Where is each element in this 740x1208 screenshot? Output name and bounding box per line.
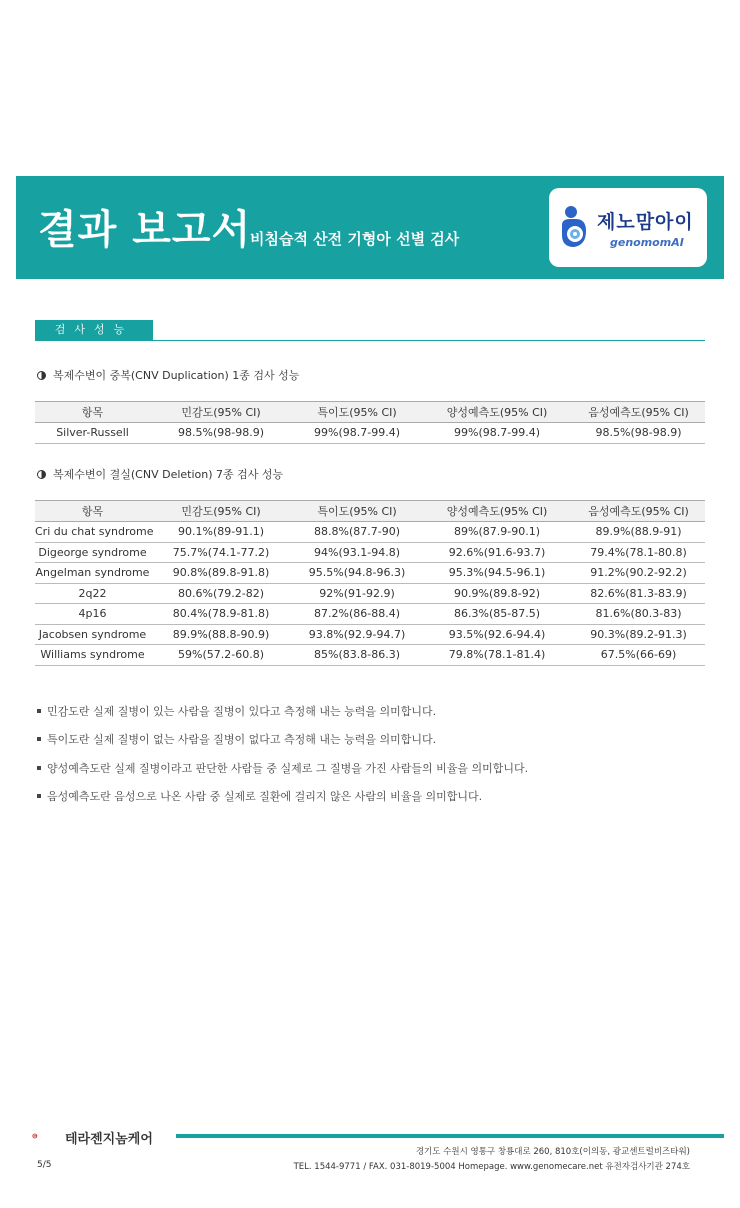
- company-address: 경기도 수원시 영통구 창룡대로 260, 810호(이의동, 광교센트럴비즈타워): [415, 1147, 690, 1157]
- table-cell: 90.9%(89.8-92): [422, 583, 572, 604]
- table-cell: 80.6%(79.2-82): [150, 583, 292, 604]
- duplication-heading-text: 복제수변이 중복(CNV Duplication) 1종 검사 성능: [53, 369, 300, 382]
- half-circle-icon: [37, 371, 46, 380]
- table-cell: 92%(91-92.9): [292, 583, 422, 604]
- header-banner: [16, 176, 724, 279]
- mother-baby-icon: [558, 205, 590, 251]
- table-cell: 75.7%(74.1-77.2): [150, 542, 292, 563]
- section-header: [35, 320, 705, 341]
- table-cell: Digeorge syndrome: [35, 542, 150, 563]
- note-specificity: 특이도란 실제 질병이 없는 사람을 질병이 없다고 측정해 내는 능력을 의미합니다.: [37, 731, 436, 747]
- table-cell: 90.8%(89.8-91.8): [150, 563, 292, 584]
- table-cell: 89.9%(88.8-90.9): [150, 624, 292, 645]
- table-cell: 82.6%(81.3-83.9): [572, 583, 705, 604]
- table-cell: 67.5%(66-69): [572, 645, 705, 666]
- table-cell: 95.3%(94.5-96.1): [422, 563, 572, 584]
- table-cell: 88.8%(87.7-90): [292, 522, 422, 543]
- table-cell: 81.6%(80.3-83): [572, 604, 705, 625]
- note-sensitivity: 민감도란 실제 질병이 있는 사람을 질병이 있다고 측정해 내는 능력을 의미합니다.: [37, 703, 436, 719]
- table-cell: 90.3%(89.2-91.3): [572, 624, 705, 645]
- col-header-item: 항목: [35, 402, 150, 423]
- table-cell: 93.8%(92.9-94.7): [292, 624, 422, 645]
- report-title: 결과 보고서: [38, 207, 252, 253]
- table-row: [35, 583, 705, 604]
- table-row: [35, 645, 705, 666]
- col-header-item: 항목: [35, 501, 150, 522]
- duplication-heading: [37, 367, 299, 383]
- company-name: 테라젠지놈케어: [65, 1132, 153, 1147]
- terragen-logo-icon: [32, 1124, 62, 1148]
- table-cell: 86.3%(85-87.5): [422, 604, 572, 625]
- deletion-table: [35, 500, 705, 666]
- table-cell: Cri du chat syndrome: [35, 522, 150, 543]
- deletion-heading-text: 복제수변이 결실(CNV Deletion) 7종 검사 성능: [53, 468, 284, 481]
- col-header-specificity: 특이도(95% CI): [292, 501, 422, 522]
- table-cell: 59%(57.2-60.8): [150, 645, 292, 666]
- table-cell: 99%(98.7-99.4): [422, 423, 572, 444]
- table-cell: 94%(93.1-94.8): [292, 542, 422, 563]
- report-subtitle: 비침습적 산전 기형아 선별 검사: [250, 230, 460, 248]
- table-cell: 91.2%(90.2-92.2): [572, 563, 705, 584]
- genomomai-logo: [549, 188, 707, 267]
- table-row: [35, 563, 705, 584]
- col-header-ppv: 양성예측도(95% CI): [422, 501, 572, 522]
- col-header-sensitivity: 민감도(95% CI): [150, 402, 292, 423]
- table-row: [35, 542, 705, 563]
- note-npv: 음성예측도란 음성으로 나온 사람 중 실제로 질환에 걸리지 않은 사람의 비율을 의미합니다.: [37, 788, 482, 804]
- col-header-npv: 음성예측도(95% CI): [572, 501, 705, 522]
- table-cell: 79.4%(78.1-80.8): [572, 542, 705, 563]
- deletion-heading: [37, 466, 283, 482]
- table-cell: Silver-Russell: [35, 423, 150, 444]
- table-cell: 2q22: [35, 583, 150, 604]
- col-header-specificity: 특이도(95% CI): [292, 402, 422, 423]
- table-cell: 93.5%(92.6-94.4): [422, 624, 572, 645]
- table-cell: Williams syndrome: [35, 645, 150, 666]
- logo-english-text: genomomAI: [610, 236, 684, 249]
- table-cell: 4p16: [35, 604, 150, 625]
- table-cell: Angelman syndrome: [35, 563, 150, 584]
- table-cell: 79.8%(78.1-81.4): [422, 645, 572, 666]
- table-cell: 98.5%(98-98.9): [150, 423, 292, 444]
- table-cell: 87.2%(86-88.4): [292, 604, 422, 625]
- footer-divider: [176, 1134, 724, 1138]
- section-title: 검사성능: [35, 320, 153, 340]
- table-header-row: [35, 402, 705, 423]
- table-cell: 90.1%(89-91.1): [150, 522, 292, 543]
- page-number: 5/5: [37, 1160, 52, 1170]
- table-cell: Jacobsen syndrome: [35, 624, 150, 645]
- half-circle-icon: [37, 470, 46, 479]
- company-contact: TEL. 1544-9771 / FAX. 031-8019-5004 Homepage. www.genomecare.net 유전자검사기관 274호: [293, 1162, 690, 1172]
- logo-korean-text: 제노맘아이: [597, 211, 694, 233]
- table-cell: 89%(87.9-90.1): [422, 522, 572, 543]
- table-cell: 85%(83.8-86.3): [292, 645, 422, 666]
- table-cell: 92.6%(91.6-93.7): [422, 542, 572, 563]
- duplication-table: [35, 401, 705, 444]
- table-cell: 95.5%(94.8-96.3): [292, 563, 422, 584]
- table-row: [35, 604, 705, 625]
- col-header-ppv: 양성예측도(95% CI): [422, 402, 572, 423]
- table-cell: 98.5%(98-98.9): [572, 423, 705, 444]
- col-header-sensitivity: 민감도(95% CI): [150, 501, 292, 522]
- table-row: [35, 624, 705, 645]
- col-header-npv: 음성예측도(95% CI): [572, 402, 705, 423]
- table-header-row: [35, 501, 705, 522]
- table-row: [35, 522, 705, 543]
- note-ppv: 양성예측도란 실제 질병이라고 판단한 사람들 중 실제로 그 질병을 가진 사람들의 비율을 의미합니다.: [37, 760, 528, 776]
- table-cell: 80.4%(78.9-81.8): [150, 604, 292, 625]
- table-row: [35, 423, 705, 444]
- table-cell: 99%(98.7-99.4): [292, 423, 422, 444]
- table-cell: 89.9%(88.9-91): [572, 522, 705, 543]
